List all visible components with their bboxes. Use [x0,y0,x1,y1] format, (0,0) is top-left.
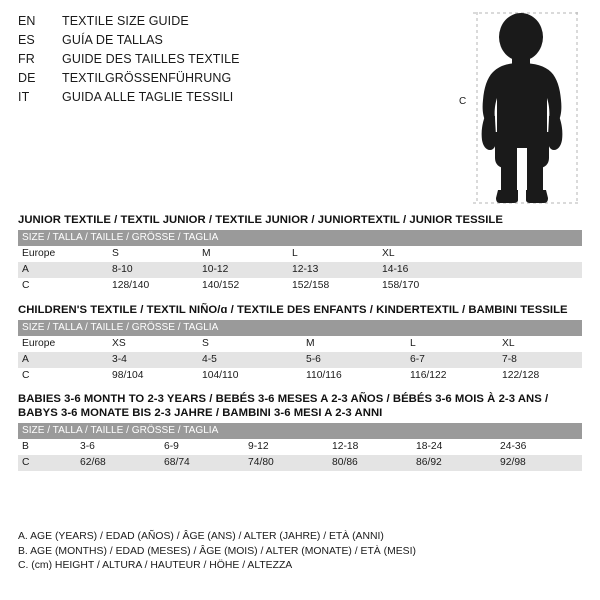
table-subheader-row [18,320,582,336]
cell: 8-10 [108,262,198,278]
row-label: Europe [18,246,108,262]
row-label: C [18,455,76,471]
cell: M [198,246,288,262]
cell: 140/152 [198,278,288,294]
cell: 122/128 [498,368,582,384]
cell: 3-4 [108,352,198,368]
size-tables [18,213,582,480]
cell: 4-5 [198,352,302,368]
language-title: GUIDE DES TAILLES TEXTILE [62,52,240,66]
table-subheader-label: SIZE / TALLA / TAILLE / GRÖSSE / TAGLIA [18,230,582,246]
cell: 86/92 [412,455,496,471]
language-row [18,14,448,33]
row-label: A [18,352,108,368]
table-row [18,246,582,262]
cell: 24-36 [496,439,582,455]
cell: XL [498,336,582,352]
childrens-textile-block [18,303,582,384]
babies-textile-table [18,423,582,471]
language-row [18,71,448,90]
junior-textile-table [18,230,582,294]
table-row [18,336,582,352]
table-row [18,352,582,368]
childrens-textile-title: CHILDREN'S TEXTILE / TEXTIL NIÑO/ɑ / TEXTILE DES ENFANTS / KINDERTEXTIL / BAMBINI TESSILE [18,304,568,316]
cell: M [302,336,406,352]
language-code: DE [18,71,36,85]
language-title: TEXTILE SIZE GUIDE [62,14,189,28]
cell: 80/86 [328,455,412,471]
cell: 74/80 [244,455,328,471]
babies-textile-title: BABIES 3-6 MONTH TO 2-3 YEARS / BEBÉS 3-6 MESES A 2-3 AÑOS / BÉBÉS 3-6 MOIS À 2-3 ANS / BABYS 3-6 MONATE BIS 2-3 JAHRE / BAMBINI 3-6 MESI A 2-3 ANNI [18,393,549,419]
row-label: A [18,262,108,278]
child-figure-diagram [455,8,595,208]
legend-line-a: A. AGE (YEARS) / EDAD (AÑOS) / ÂGE (ANS) / ALTER (JAHRE) / ETÀ (ANNI) [18,531,384,542]
language-row [18,52,448,71]
silhouette-body [482,13,563,203]
cell: 6-7 [406,352,498,368]
cell: S [108,246,198,262]
cell: 14-16 [378,262,582,278]
row-label: B [18,439,76,455]
language-code: IT [18,90,30,104]
cell: L [406,336,498,352]
table-row [18,278,582,294]
cell: 7-8 [498,352,582,368]
cell: 6-9 [160,439,244,455]
cell: 12-13 [288,262,378,278]
childrens-textile-table [18,320,582,384]
cell: 5-6 [302,352,406,368]
language-row [18,33,448,52]
language-title: GUIDA ALLE TAGLIE TESSILI [62,90,234,104]
cell: 3-6 [76,439,160,455]
language-title: GUÍA DE TALLAS [62,33,163,47]
row-label: C [18,368,108,384]
junior-textile-title: JUNIOR TEXTILE / TEXTIL JUNIOR / TEXTILE JUNIOR / JUNIORTEXTIL / JUNIOR TESSILE [18,214,503,226]
height-marker-label: C [459,96,467,107]
row-label: Europe [18,336,108,352]
junior-textile-block [18,213,582,294]
cell: 110/116 [302,368,406,384]
cell: 116/122 [406,368,498,384]
cell: 18-24 [412,439,496,455]
table-row [18,262,582,278]
language-row [18,90,448,109]
table-row [18,455,582,471]
table-subheader-row [18,423,582,439]
cell: 68/74 [160,455,244,471]
cell: S [198,336,302,352]
language-title: TEXTILGRÖSSENFÜHRUNG [62,71,232,85]
cell: 10-12 [198,262,288,278]
table-subheader-row [18,230,582,246]
cell: 128/140 [108,278,198,294]
measurement-legend [18,530,578,574]
cell: 104/110 [198,368,302,384]
cell: 152/158 [288,278,378,294]
cell: 98/104 [108,368,198,384]
table-row [18,368,582,384]
child-silhouette-icon [455,8,595,208]
cell: 158/170 [378,278,582,294]
cell: XL [378,246,582,262]
language-code: ES [18,33,35,47]
row-label: C [18,278,108,294]
language-code: EN [18,14,36,28]
cell: L [288,246,378,262]
cell: 9-12 [244,439,328,455]
cell: 92/98 [496,455,582,471]
table-row [18,439,582,455]
language-code: FR [18,52,35,66]
cell: XS [108,336,198,352]
babies-textile-block [18,393,582,471]
cell: 62/68 [76,455,160,471]
legend-line-c: C. (cm) HEIGHT / ALTURA / HAUTEUR / HÖHE / ALTEZZA [18,560,293,571]
table-subheader-label: SIZE / TALLA / TAILLE / GRÖSSE / TAGLIA [18,320,582,336]
table-subheader-label: SIZE / TALLA / TAILLE / GRÖSSE / TAGLIA [18,423,582,439]
legend-line-b: B. AGE (MONTHS) / EDAD (MESES) / ÂGE (MOIS) / ALTER (MONATE) / ETÀ (MESI) [18,545,416,557]
cell: 12-18 [328,439,412,455]
language-title-list [18,14,448,109]
